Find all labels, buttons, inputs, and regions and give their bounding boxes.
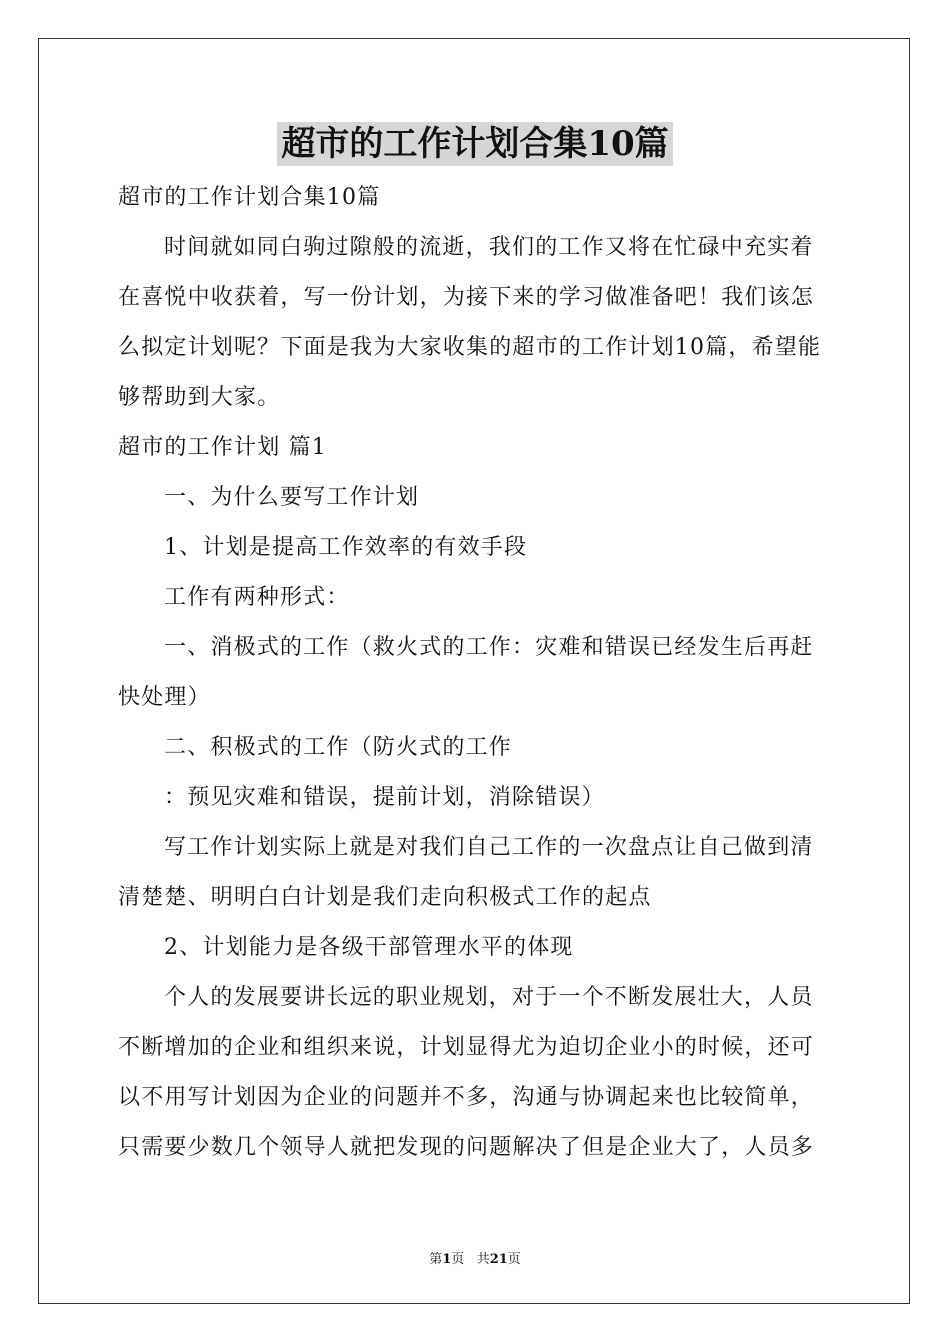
document-title: 超市的工作计划合集10篇	[277, 122, 672, 166]
paragraph: 1、计划是提高工作效率的有效手段	[164, 535, 528, 560]
footer-total-suffix: 页	[507, 1252, 521, 1267]
paragraph: 时间就如同白驹过隙般的流逝，我们的工作又将在忙碌中充实着在喜悦中收获着，写一份计划，为接下来的学习做准备吧！我们该怎么拟定计划呢？下面是我为大家收集的超市的工作计划10篇，希望能够帮助到大家。	[118, 235, 822, 410]
paragraph: 一、消极式的工作（救火式的工作：灾难和错误已经发生后再赶快处理）	[118, 635, 814, 710]
paragraph: 二、积极式的工作（防火式的工作	[164, 735, 513, 760]
footer-total-pages: 21	[489, 1252, 508, 1267]
page-footer	[0, 1248, 950, 1267]
title-container	[0, 122, 950, 166]
paragraph: 个人的发展要讲长远的职业规划，对于一个不断发展壮大，人员不断增加的企业和组织来说，计划显得尤为迫切企业小的时候，还可以不用写计划因为企业的问题并不多，沟通与协调起来也比较简单，只需要少数几个领导人就把发现的问题解决了但是企业大了，人员多	[118, 985, 815, 1160]
paragraph: 超市的工作计划 篇1	[118, 435, 327, 460]
paragraph: ：预见灾难和错误，提前计划，消除错误）	[164, 785, 605, 810]
paragraph: 写工作计划实际上就是对我们自己工作的一次盘点让自己做到清清楚楚、明明白白计划是我们走向积极式工作的起点	[118, 835, 814, 910]
paragraph: 一、为什么要写工作计划	[164, 485, 420, 510]
document-body	[118, 173, 834, 1173]
paragraph: 2、计划能力是各级干部管理水平的体现	[164, 935, 574, 960]
footer-total-prefix: 共	[476, 1252, 490, 1267]
footer-page-number: 1	[442, 1252, 452, 1267]
paragraph: 超市的工作计划合集10篇	[118, 185, 381, 210]
footer-page-suffix: 页	[451, 1252, 465, 1267]
paragraph: 工作有两种形式：	[164, 585, 350, 610]
footer-prefix: 第	[429, 1252, 443, 1267]
